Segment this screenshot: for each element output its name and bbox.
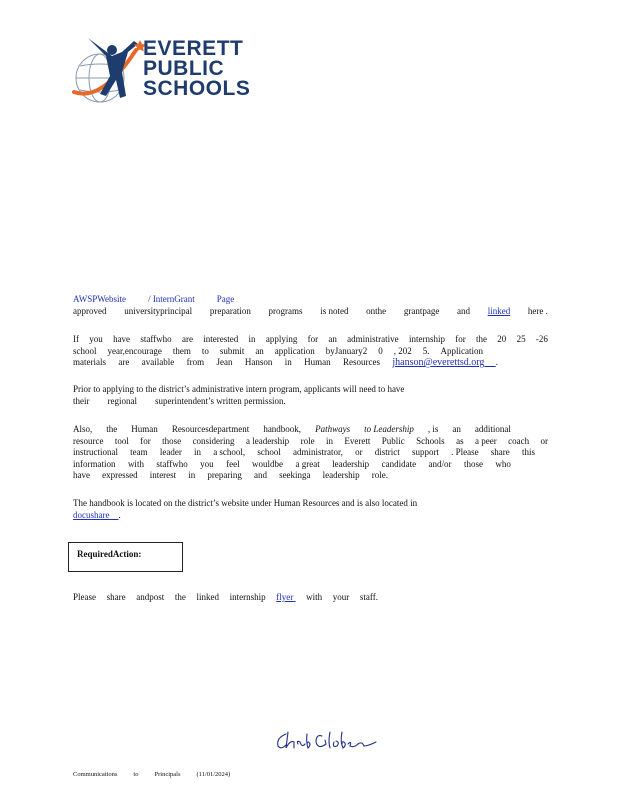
paragraph-line: [73, 396, 548, 408]
word: and/or: [428, 458, 452, 469]
word: staffwho: [140, 334, 172, 344]
word: regional: [107, 395, 137, 406]
word: your: [332, 592, 350, 602]
word: and: [457, 305, 471, 316]
word: their: [73, 395, 90, 406]
word: onthe: [366, 305, 387, 316]
word: instructional: [73, 447, 118, 457]
word: share: [106, 592, 126, 602]
word: submit: [219, 345, 245, 356]
word: internship: [408, 334, 445, 344]
word: preparation: [209, 305, 251, 316]
logo-line-schools: SCHOOLS: [143, 77, 251, 100]
word: them: [172, 345, 191, 356]
word: are: [118, 357, 130, 367]
word: leadership: [322, 470, 360, 480]
flyer-link[interactable]: flyer: [276, 592, 294, 602]
word: those: [463, 458, 483, 469]
paragraph-line: [73, 447, 535, 459]
word: and: [253, 470, 267, 480]
word: for: [455, 334, 466, 344]
paragraph-line: [73, 357, 498, 369]
word: Also,: [73, 424, 93, 434]
sentence: The handbook is located on the district’s website under Human Resources and is also located in: [73, 498, 418, 508]
word: Everett: [344, 435, 371, 446]
word: with: [306, 592, 323, 602]
word: an: [328, 334, 337, 344]
word: interest: [149, 470, 177, 480]
paragraph-share-flyer: [73, 592, 378, 604]
word: the: [174, 592, 186, 602]
word: Schools: [416, 435, 445, 446]
word: universityprincipal: [124, 305, 193, 316]
word: a great: [295, 458, 320, 469]
word: is noted: [320, 305, 349, 316]
word: staffwho: [156, 458, 188, 469]
word: 20: [497, 334, 507, 344]
word: Jean: [216, 357, 233, 367]
word: support: [411, 447, 439, 457]
word: handbook,: [263, 424, 302, 434]
paragraph-line: [73, 334, 548, 346]
paragraph-prior-permission: [73, 384, 548, 407]
word: linked: [196, 592, 219, 602]
handwritten-signature: [272, 728, 384, 754]
word: or: [540, 435, 548, 446]
word: have: [113, 334, 131, 344]
word: district: [374, 447, 400, 457]
word: expressed: [102, 470, 138, 480]
paragraph-internship-application: [73, 334, 548, 369]
word: Hanson: [244, 357, 273, 367]
paragraph-grant-page: [73, 294, 548, 317]
word: additional: [474, 424, 511, 434]
paragraph-line: [73, 498, 548, 510]
word: programs: [268, 305, 303, 316]
docushare-link[interactable]: docushare: [73, 509, 110, 520]
word: team: [130, 447, 148, 457]
word: applying: [265, 334, 298, 344]
paragraph-line: [73, 459, 511, 471]
word: for: [140, 435, 151, 446]
word: administrator,: [293, 447, 343, 457]
word: in: [284, 357, 292, 367]
awsp-website-link[interactable]: AWSPWebsite: [73, 294, 127, 304]
word: with: [127, 458, 144, 469]
word: , 202: [393, 345, 412, 356]
sentence: Prior to applying to the district’s administrative intern program, applicants will need to have: [73, 384, 405, 394]
word: are: [181, 334, 193, 344]
word: seekinga: [279, 470, 311, 480]
word: 0: [378, 345, 383, 356]
word: share: [490, 447, 510, 457]
word: from: [186, 357, 205, 367]
page-link[interactable]: Page: [216, 294, 235, 304]
word: candidate: [381, 458, 417, 469]
word: those: [162, 435, 182, 446]
word: coach: [508, 435, 530, 446]
word: interested: [203, 334, 239, 344]
word: grantpage: [403, 305, 440, 316]
word: wouldbe: [252, 458, 284, 469]
word: a peer: [474, 435, 497, 446]
word: Resourcesdepartment: [171, 424, 250, 434]
word: leader: [159, 447, 182, 457]
paragraph-line: [73, 294, 548, 306]
word: information: [73, 458, 116, 469]
word: Human: [304, 357, 331, 367]
word: approved: [73, 305, 107, 316]
word: internship: [229, 592, 266, 602]
handbook-title-part: Pathways: [315, 424, 351, 434]
word: year,encourage: [107, 345, 162, 356]
word: .: [118, 509, 121, 520]
word: byJanuary2: [325, 345, 368, 356]
word: superintendent’s written permission.: [155, 395, 286, 406]
word: in: [194, 447, 202, 457]
word: available: [141, 357, 175, 367]
paragraph-handbook: [73, 424, 548, 482]
paragraph-handbook-location: [73, 498, 548, 521]
word: application: [274, 345, 315, 356]
paragraph-line: [73, 510, 548, 522]
word: a leadership: [245, 435, 290, 446]
word: resource: [73, 435, 104, 446]
word: role.: [371, 470, 388, 480]
linked-grant-link[interactable]: linked: [487, 305, 511, 316]
word: role: [300, 435, 315, 446]
footer: [73, 771, 230, 778]
word: -26: [535, 334, 548, 344]
word: tool: [114, 435, 129, 446]
handbook-title-part: to Leadership: [364, 424, 414, 434]
required-action-heading: RequiredAction:: [77, 549, 142, 559]
word: in: [188, 470, 196, 480]
word: have: [73, 470, 90, 480]
word: .: [495, 357, 498, 367]
logo-line-public: PUBLIC: [143, 57, 225, 80]
footer-word: Principals: [154, 771, 181, 778]
word: this: [521, 447, 535, 457]
word: who: [495, 458, 511, 469]
word: leadership: [332, 458, 370, 469]
email-link[interactable]: jhanson@everettsd.org: [392, 357, 485, 368]
word: Resources: [343, 357, 380, 367]
word: to: [201, 345, 209, 356]
footer-word: to: [133, 771, 139, 778]
paragraph-line: [73, 384, 548, 396]
logo-line-everett: EVERETT: [143, 37, 244, 60]
word: administrative: [347, 334, 399, 344]
word: school: [257, 447, 281, 457]
word: , is: [427, 424, 439, 434]
word: in: [248, 334, 256, 344]
word: an: [255, 345, 264, 356]
word: Human: [131, 424, 158, 434]
required-action-box: [68, 542, 183, 572]
word: the: [476, 334, 488, 344]
footer-date: (11/01/2024): [196, 771, 231, 778]
word: as: [456, 435, 464, 446]
word: 25: [516, 334, 526, 344]
paragraph-line: [73, 592, 378, 604]
word: in: [325, 435, 333, 446]
paragraph-line: [73, 346, 483, 358]
word: a school,: [213, 447, 246, 457]
word: an: [452, 424, 461, 434]
footer-word: Communications: [73, 771, 118, 778]
intern-grant-link[interactable]: / InternGrant: [148, 294, 195, 304]
word: Application: [440, 345, 483, 356]
word: you: [89, 334, 103, 344]
word: the: [106, 424, 118, 434]
word: If: [73, 334, 79, 344]
word: preparing: [207, 470, 242, 480]
word: school: [73, 345, 97, 356]
paragraph-line: [73, 306, 548, 318]
word: Please: [73, 592, 96, 602]
word: you: [200, 458, 214, 469]
word: materials: [73, 357, 106, 367]
word: here .: [527, 305, 548, 316]
word: 5.: [422, 345, 430, 356]
word: staff.: [359, 592, 378, 602]
word: feel: [226, 458, 240, 469]
logo-wordmark: [143, 39, 250, 99]
paragraph-line: [73, 436, 548, 448]
paragraph-line: [73, 424, 511, 436]
word: . Please: [451, 447, 479, 457]
word: or: [355, 447, 363, 457]
word: for: [307, 334, 319, 344]
word: Public: [381, 435, 405, 446]
word: andpost: [136, 592, 165, 602]
word: considering: [192, 435, 235, 446]
paragraph-line: [73, 470, 388, 482]
